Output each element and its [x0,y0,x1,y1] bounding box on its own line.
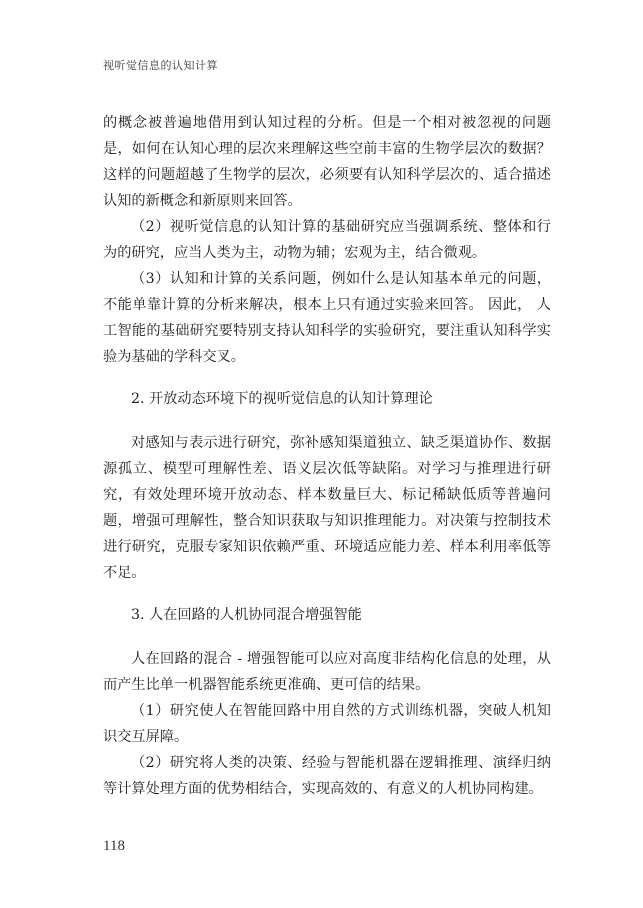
paragraph-section-2: 对感知与表示进行研究，弥补感知渠道独立、缺乏渠道协作、数据源孤立、模型可理解性差、语义层次低等缺陷。对学习与推理进行研究，有效处理环境开放动态、样本数量巨大、标记稀缺低质等普遍问题，增强可理解性，整合知识获取与知识推理能力。对决策与控制技术进行研究，克服专家知识依赖严重、环境适应能力差、样本利用率低等不足。 [103,435,551,581]
body-text [103,110,551,802]
paragraph-continued: 的概念被普遍地借用到认知过程的分析。但是一个相对被忽视的问题是，如何在认知心理的层次来理解这些空前丰富的生物学层次的数据？这样的问题超越了生物学的层次，必须要有认知科学层次的、适合描述认知的新概念和新原则来回答。 [103,115,551,209]
page-number: 118 [103,838,125,854]
section-heading-2: 2. 开放动态环境下的视听觉信息的认知计算理论 [131,391,433,407]
running-head: 视听觉信息的认知计算 [103,59,218,72]
section-heading-3: 3. 人在回路的人机协同混合增强智能 [131,607,362,623]
paragraph-item-2b: （2）研究将人类的决策、经验与智能机器在逻辑推理、演绎归纳等计算处理方面的优势相结合，实现高效的、有意义的人机协同构建。 [103,755,551,797]
paragraph-item-3: （3）认知和计算的关系问题，例如什么是认知基本单元的问题，不能单靠计算的分析来解决，根本上只有通过实验来回答。 因此， 人工智能的基础研究要特别支持认知科学的实验研究，要注重认知科学实验为基础的学科交叉。 [103,271,551,365]
paragraph-section-3: 人在回路的混合 - 增强智能可以应对高度非结构化信息的处理，从而产生比单一机器智能系统更准确、更可信的结果。 [103,651,551,693]
paragraph-item-2: （2）视听觉信息的认知计算的基础研究应当强调系统、整体和行为的研究，应当人类为主，动物为辅；宏观为主，结合微观。 [103,219,551,261]
paragraph-item-1: （1）研究使人在智能回路中用自然的方式训练机器，突破人机知识交互屏障。 [103,703,551,745]
